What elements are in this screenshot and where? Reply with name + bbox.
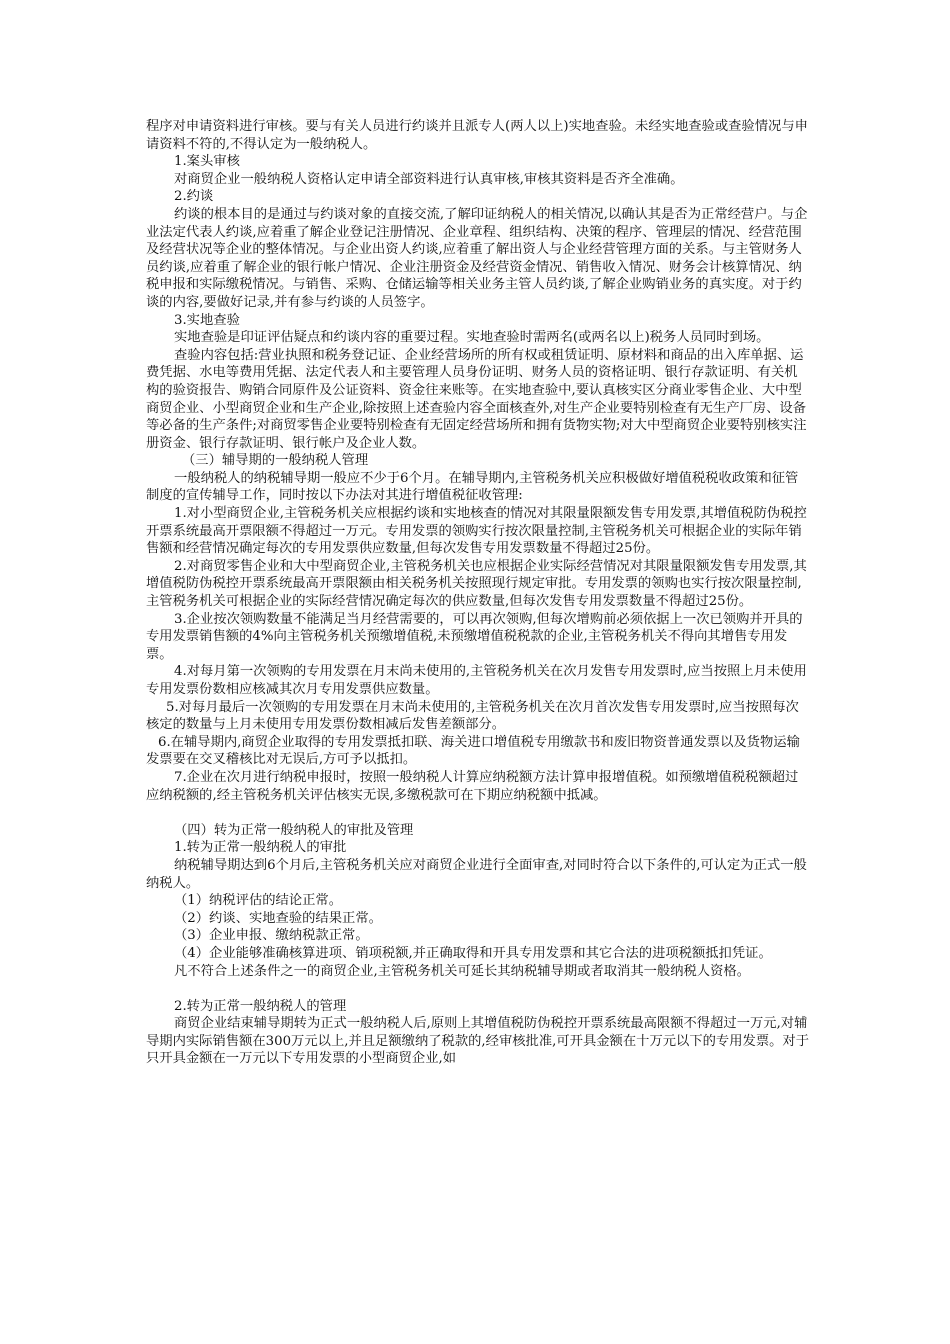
heading-desk-review: 1.案头审核 [174,154,240,170]
list-item-6: 6.在辅导期内,商贸企业取得的专用发票抵扣联、海关进口增值税专用缴款书和废旧物资普通发票以及货物运输发票要在交叉稽核比对无误后,方可予以抵扣。 [146,734,800,768]
spacer [146,980,810,998]
paragraph-interview: 约谈的根本目的是通过与约谈对象的直接交流,了解印证纳税人的相关情况,以确认其是否为正常经营户。与企业法定代表人约谈,应着重了解企业登记注册情况、企业章程、组织结构、决策的程序、管理层的情况、经营范围及经营状况等企业的整体情况。与企业出资人约谈,应着重了解出资人与企业经营管理方面的关系。与主管财务人员约谈,应着重了解企业的银行帐户情况、企业注册资金及经营资金情况、销售收入情况、财务会计核算情况、纳税申报和实际缴税情况。与销售、采购、仓储运输等相关业务主管人员约谈,了解企业购销业务的真实度。对于约谈的内容,要做好记录,并有参与约谈的人员签字。 [146,206,808,310]
spacer [146,804,810,822]
condition-1: （1）纳税评估的结论正常。 [174,893,343,909]
paragraph-intro: 程序对申请资料进行审核。要与有关人员进行约谈并且派专人(两人以上)实地查验。未经实地查验或查验情况与申请资料不符的,不得认定为一般纳税人。 [146,119,808,152]
paragraph-desk-review: 对商贸企业一般纳税人资格认定申请全部资料进行认真审核,审核其资料是否齐全准确。 [174,171,684,187]
list-item-7: 7.企业在次月进行纳税申报时，按照一般纳税人计算应纳税额方法计算申报增值税。如预缴增值税税额超过应纳税额的,经主管税务机关评估核实无误,多缴税款可在下期应纳税额中抵减。 [146,769,799,803]
paragraph-site-inspection: 实地查验是印证评估疑点和约谈内容的重要过程。实地查验时需两名(或两名以上)税务人员同时到场。 [174,330,770,346]
heading-site-inspection: 3.实地查验 [174,312,240,328]
condition-3: （3）企业申报、缴纳税款正常。 [174,928,369,944]
list-item-2: 2.对商贸零售企业和大中型商贸企业,主管税务机关也应根据企业实际经营情况对其限量限额发售专用发票,其增值税防伪税控开票系统最高开票限额由相关税务机关按照现行规定审批。专用发票的领购也实行按次限量控制,主管税务机关可根据企业的实际经营情况确定每次的供应数量,但每次发售专用发票数量不得超过25份。 [146,558,807,610]
subheading-approval: 1.转为正常一般纳税人的审批 [174,840,347,856]
condition-4: （4）企业能够准确核算进项、销项税额,并正确取得和开具专用发票和其它合法的进项税额抵扣凭证。 [174,945,772,961]
subheading-management: 2.转为正常一般纳税人的管理 [174,998,347,1014]
paragraph-inspection-content: 查验内容包括:营业执照和税务登记证、企业经营场所的所有权或租赁证明、原材料和商品的出入库单据、运费凭据、水电等费用凭据、法定代表人和主要管理人员身份证明、财务人员的资格证明、银行存款证明、有关机构的验资报告、购销合同原件及公证资料、资金往来账等。在实地查验中,要认真核实区分商业零售企业、大中型商贸企业、小型商贸企业和生产企业,除按照上述查验内容全面核查外,对生产企业要特别检查有无生产厂房、设备等必备的生产条件;对商贸零售企业要特别检查有无固定经营场所和拥有货物实物;对大中型商贸企业要特别核实注册资金、银行存款证明、银行帐户及企业人数。 [146,347,807,451]
paragraph-noncompliance: 凡不符合上述条件之一的商贸企业,主管税务机关可延长其纳税辅导期或者取消其一般纳税人资格。 [174,963,750,979]
condition-2: （2）约谈、实地查验的结果正常。 [174,910,382,926]
paragraph-guidance-period: 一般纳税人的纳税辅导期一般应不少于6个月。在辅导期内,主管税务机关应积极做好增值税税收政策和征管制度的宣传辅导工作，同时按以下办法对其进行增值税征收管理: [146,470,799,504]
section-heading-3: （三）辅导期的一般纳税人管理 [182,453,369,469]
paragraph-management: 商贸企业结束辅导期转为正式一般纳税人后,原则上其增值税防伪税控开票系统最高限额不得超过一万元,对辅导期内实际销售额在300万元以上,并且足额缴纳了税款的,经审核批准,可开具金额在十万元以下的专用发票。对于只开具金额在一万元以下专用发票的小型商贸企业,如 [146,1016,810,1067]
list-item-3: 3.企业按次领购数量不能满足当月经营需要的，可以再次领购,但每次增购前必须依据上一次已领购并开具的专用发票销售额的4%向主管税务机关预缴增值税,未预缴增值税税款的企业,主管税务机关不得向其增售专用发票。 [146,611,803,662]
document-body [146,118,810,1068]
heading-interview: 2.约谈 [174,189,214,205]
list-item-4: 4.对每月第一次领购的专用发票在月末尚未使用的,主管税务机关在次月发售专用发票时,应当按照上月未使用专用发票份数相应核减其次月专用发票供应数量。 [146,664,807,697]
paragraph-approval: 纳税辅导期达到6个月后,主管税务机关应对商贸企业进行全面审查,对同时符合以下条件的,可认定为正式一般纳税人。 [146,857,807,891]
list-item-5: 5.对每月最后一次领购的专用发票在月末尚未使用的,主管税务机关在次月首次发售专用发票时,应当按照每次核定的数量与上月未使用专用发票份数相减后发售差额部分。 [146,699,799,733]
list-item-1: 1.对小型商贸企业,主管税务机关应根据约谈和实地核查的情况对其限量限额发售专用发票,其增值税防伪税控开票系统最高开票限额不得超过一万元。专用发票的领购实行按次限量控制,主管税务机关可根据企业的实际年销售额和经营情况确定每次的专用发票供应数量,但每次发售专用发票数量不得超过25份。 [146,506,807,557]
section-heading-4: （四）转为正常一般纳税人的审批及管理 [174,822,414,838]
